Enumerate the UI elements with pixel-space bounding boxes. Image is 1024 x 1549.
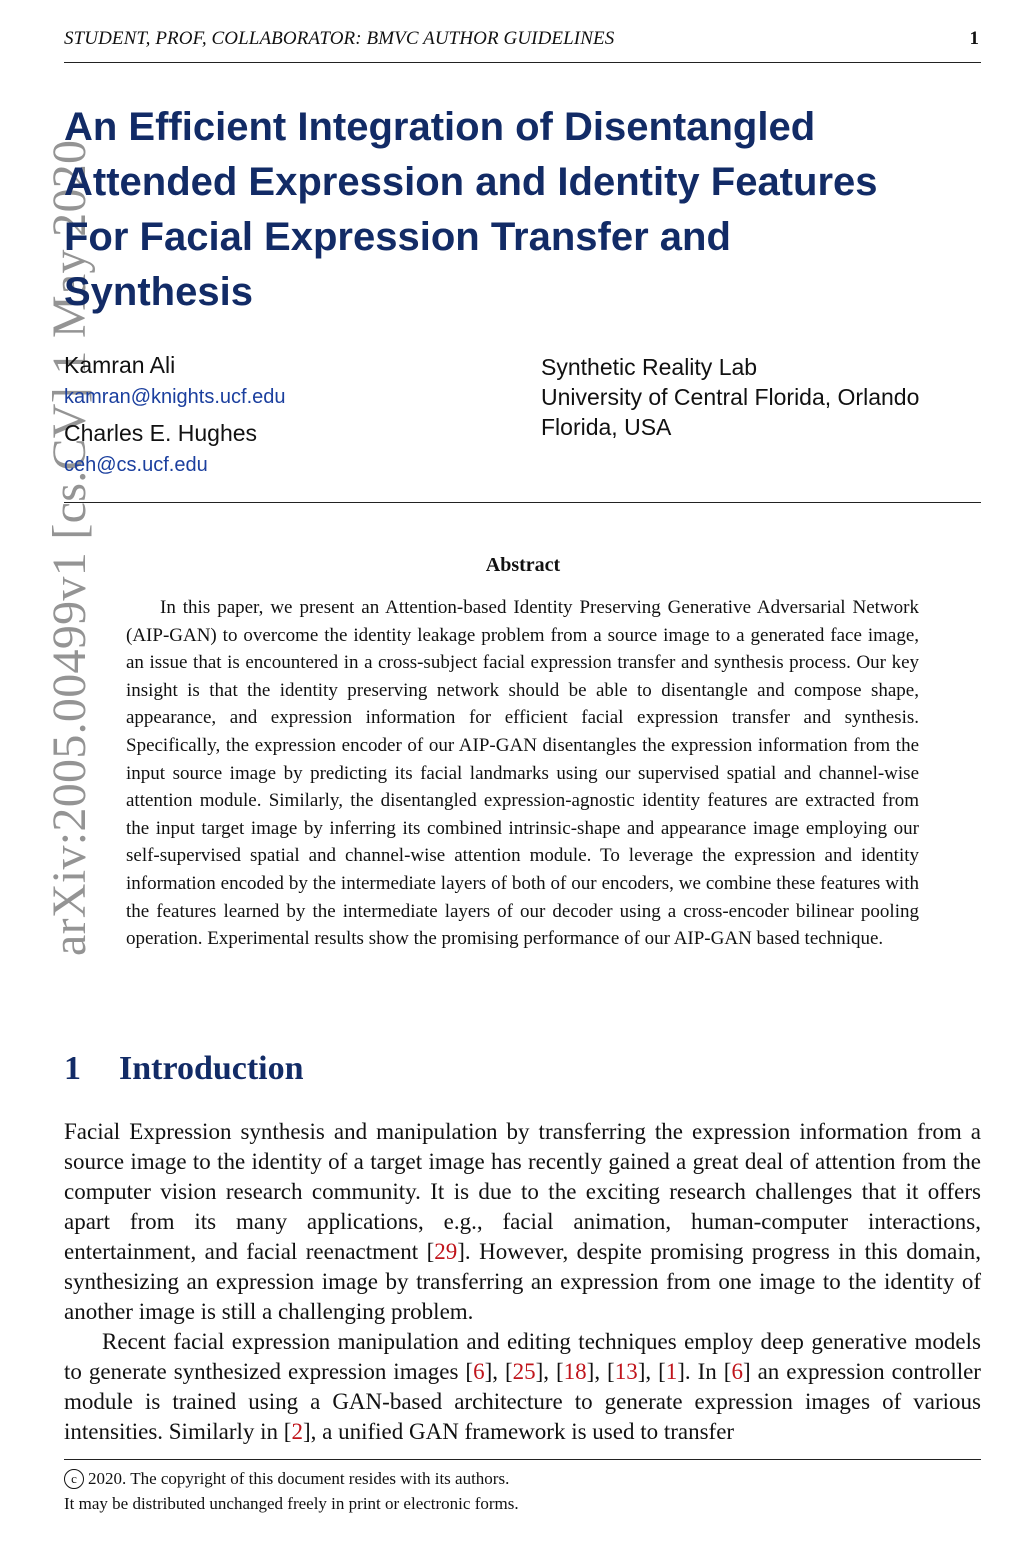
author-name: Charles E. Hughes <box>64 420 258 446</box>
title-line: For Facial Expression Transfer and <box>64 215 731 259</box>
paragraph-text: Facial Expression synthesis and manipulation by transferring the expression information from a source image to the identity of a target image has recently gained a great deal of attention from the computer vision research community. It is due to the exciting research challenges that it offers apart from its many applications, e.g., facial animation, human-computer interactions, entertainment, and facial reenactment <box>64 1119 981 1264</box>
citation-link[interactable]: 1 <box>665 1359 678 1384</box>
citation-link[interactable]: 6 <box>731 1359 743 1384</box>
copyright-line: 2020. The copyright of this document resides with its authors. <box>88 1469 510 1488</box>
paragraph-text: , a unified GAN framework is used to transfer <box>310 1419 735 1444</box>
author-email[interactable]: ceh@cs.ucf.edu <box>64 454 208 476</box>
title-line: Attended Expression and Identity Features <box>64 160 878 204</box>
abstract-text: In this paper, we present an Attention-based Identity Preserving Generative Adversarial Network (AIP-GAN) to overcome the identity leakage problem from a source image to a generated face image, an issue that is encountered in a cross-subject facial expression transfer and synthesis process. Our key insight is that the identity preserving network should be able to disentangle and compose shape, appearance, and expression information for efficient facial expression transfer and synthesis. Specifically, the expression encoder of our AIP-GAN disentangles the expression information from the input source image by predicting its facial landmarks using our supervised spatial and channel-wise attention module. Similarly, the disentangled expression-agnostic identity features are extracted from the input target image by inferring its combined intrinsic-shape and appearance image employing our self-supervised spatial and channel-wise attention module. To leverage the expression and identity information encoded by the intermediate layers of both of our encoders, we combine these features with the features learned by the intermediate layers of our decoder using a cross-encoder bilinear pooling operation. Experimental results show the promising performance of our AIP-GAN based technique. <box>126 597 919 950</box>
footer-divider <box>64 1459 981 1460</box>
intro-paragraph: Facial Expression synthesis and manipulation by transferring the expression information from a source image to the identity of a target image has recently gained a great deal of attention from the computer vision research community. It is due to the exciting research challenges that it offers apart from its many applications, e.g., facial animation, human-computer interactions, entertainment, and facial reenactment [29]. However, despite promising progress in this domain, synthesizing an expression image by transferring an expression from one image to the identity of another image is still a challenging problem. <box>64 1119 981 1324</box>
running-header-title: STUDENT, PROF, COLLABORATOR: BMVC AUTHOR GUIDELINES <box>64 28 615 49</box>
paper-title <box>64 100 974 320</box>
page-number: 1 <box>969 28 979 49</box>
header-divider <box>64 502 981 503</box>
section-title: Introduction <box>119 1050 304 1087</box>
running-header <box>64 26 981 63</box>
citation-link[interactable]: 18 <box>563 1359 587 1384</box>
author-name: Kamran Ali <box>64 352 176 378</box>
affiliation-line: Florida, USA <box>541 414 672 440</box>
affiliation <box>541 352 919 442</box>
intro-paragraph: Recent facial expression manipulation and editing techniques employ deep generative models to generate synthesized expression images [6], [25], [18], [13], [1]. In [6] an expression controller module is trained using a GAN-based architecture to generate expression images of various intensities. Similarly in [2], a unified GAN framework is used to transfer <box>64 1329 981 1444</box>
section-heading <box>64 1050 304 1088</box>
abstract-heading: Abstract <box>485 554 561 576</box>
affiliation-line: Synthetic Reality Lab <box>541 354 758 380</box>
citation-link[interactable]: 25 <box>512 1359 536 1384</box>
citation-link[interactable]: 29 <box>434 1239 458 1264</box>
title-line: Synthesis <box>64 270 253 314</box>
title-line: An Efficient Integration of Disentangled <box>64 105 816 149</box>
affiliation-line: University of Central Florida, Orlando <box>541 384 920 410</box>
paragraph-text: However, despite promising progress in this domain, synthesizing an expression image by transferring an expression from one image to the identity of another image is still a challenging problem. <box>64 1239 981 1324</box>
copyright-footer <box>64 1466 519 1516</box>
arxiv-stamp: arXiv:2005.00499v1 [cs.CV] 1 May 2020 <box>43 139 96 956</box>
citation-link[interactable]: 13 <box>614 1359 638 1384</box>
license-line: It may be distributed unchanged freely in print or electronic forms. <box>64 1494 519 1513</box>
author-email[interactable]: kamran@knights.ucf.edu <box>64 386 286 408</box>
paragraph-text: Recent facial expression manipulation and editing techniques employ deep generative models to generate synthesized expression images <box>64 1329 981 1384</box>
paragraph-text: In <box>697 1359 717 1384</box>
copyright-icon: c <box>64 1469 84 1489</box>
citation-link[interactable]: 6 <box>473 1359 485 1384</box>
section-number: 1 <box>64 1050 81 1087</box>
paragraph-text: an expression controller module is trained using a GAN-based architecture to generate expression images of various intensities. Similarly in <box>64 1359 981 1444</box>
citation-link[interactable]: 2 <box>291 1419 303 1444</box>
